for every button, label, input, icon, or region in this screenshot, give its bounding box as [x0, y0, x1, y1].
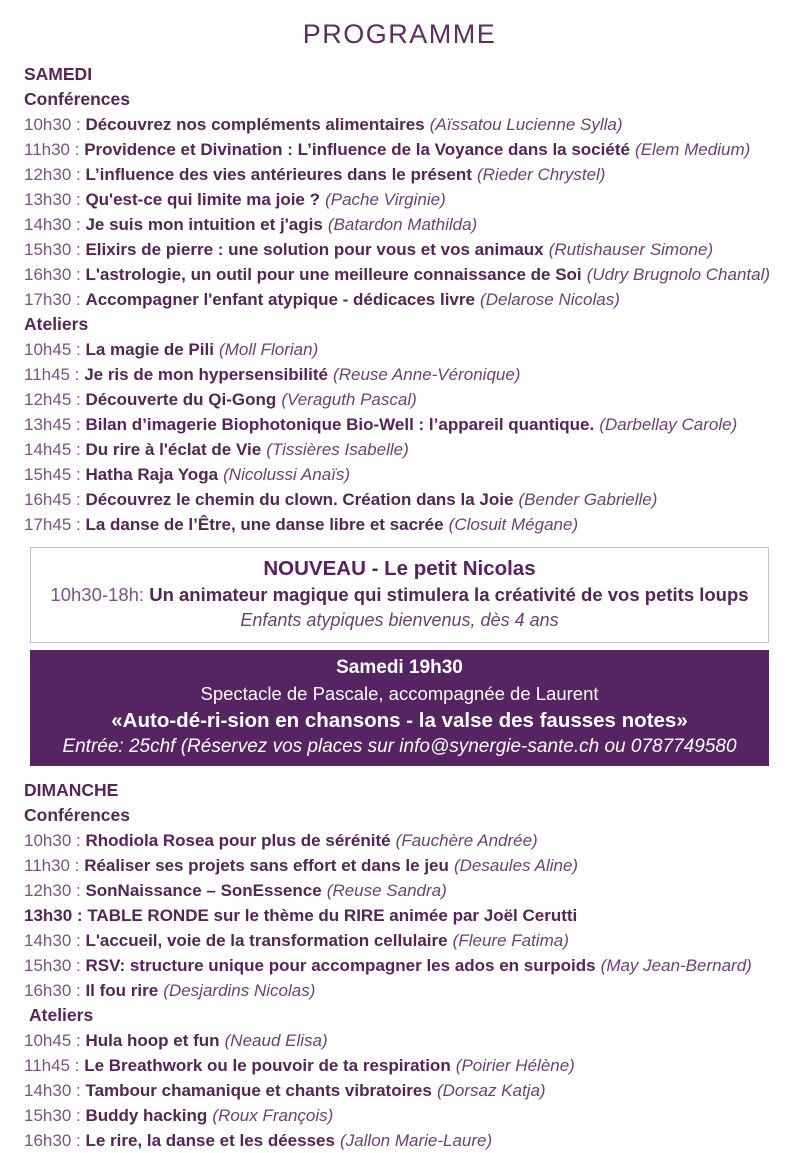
- time-separator: :: [71, 390, 86, 409]
- event-title: Buddy hacking: [85, 1106, 208, 1125]
- schedule-item: [24, 237, 775, 262]
- event-time: 16h30: [24, 265, 72, 284]
- nouveau-note: Enfants atypiques bienvenus, dès 4 ans: [240, 610, 559, 630]
- show-banner: [30, 650, 769, 766]
- event-speaker: (Desaules Aline): [453, 856, 579, 875]
- event-title: L'accueil, voie de la transformation cellulaire: [85, 931, 448, 950]
- time-separator: :: [71, 490, 86, 509]
- time-separator: :: [71, 340, 86, 359]
- event-time: 14h30: [24, 931, 72, 950]
- event-speaker: (Poirier Hélène): [455, 1056, 575, 1075]
- sunday-conferences-list: [24, 828, 775, 1003]
- event-title: Bilan d’imagerie Biophotonique Bio-Well : l’appareil quantique.: [85, 415, 595, 434]
- event-title: Elixirs de pierre : une solution pour vous et vos animaux: [85, 240, 544, 259]
- event-time: 12h30: [24, 165, 72, 184]
- time-separator: :: [71, 465, 86, 484]
- event-title: Découvrez le chemin du clown. Création dans la Joie: [85, 490, 514, 509]
- schedule-item: [24, 978, 775, 1003]
- event-title: RSV: structure unique pour accompagner les ados en surpoids: [85, 956, 596, 975]
- event-title: Il fou rire: [85, 981, 159, 1000]
- event-time: 11h30: [24, 140, 71, 159]
- event-time: 13h30: [24, 190, 72, 209]
- event-speaker: (Reuse Sandra): [326, 881, 447, 900]
- time-separator: :: [71, 1031, 86, 1050]
- group-label-saturday-ateliers: Ateliers: [24, 314, 89, 334]
- schedule-item: [24, 137, 775, 162]
- show-ticket-info: Entrée: 25chf (Réservez vos places sur info@synergie-sante.ch ou 0787749580: [62, 736, 737, 757]
- event-time: 15h45: [24, 465, 72, 484]
- event-time: 10h30: [24, 115, 72, 134]
- event-time: 14h45: [24, 440, 72, 459]
- event-time: 15h30: [24, 1106, 72, 1125]
- schedule-item: [24, 162, 775, 187]
- event-title: Qu'est-ce qui limite ma joie ?: [85, 190, 320, 209]
- schedule-item: [24, 387, 775, 412]
- schedule-item: [24, 903, 775, 928]
- event-speaker: (Dorsaz Katja): [436, 1081, 546, 1100]
- schedule-item: [24, 853, 775, 878]
- event-speaker: (Veraguth Pascal): [281, 390, 417, 409]
- time-separator: :: [71, 1106, 86, 1125]
- event-speaker: (Jallon Marie-Laure): [340, 1131, 493, 1150]
- schedule-item: [24, 1078, 775, 1103]
- event-time: 16h30: [24, 1131, 72, 1150]
- event-speaker: (Fleure Fatima): [452, 931, 569, 950]
- event-speaker: (Nicolussi Anaïs): [223, 465, 351, 484]
- event-speaker: (Reuse Anne-Véronique): [333, 365, 521, 384]
- time-separator: :: [71, 290, 86, 309]
- schedule-item: [24, 1128, 775, 1153]
- schedule-item: [24, 928, 775, 953]
- event-title: Je ris de mon hypersensibilité: [84, 365, 328, 384]
- event-speaker: (Desjardins Nicolas): [163, 981, 316, 1000]
- nouveau-title: NOUVEAU - Le petit Nicolas: [263, 557, 536, 580]
- event-speaker: (Bender Gabrielle): [518, 490, 658, 509]
- event-title: Du rire à l'éclat de Vie: [85, 440, 262, 459]
- day-header-sunday: DIMANCHE: [24, 780, 119, 800]
- event-title: La magie de Pili: [85, 340, 214, 359]
- event-title: SonNaissance – SonEssence: [85, 881, 322, 900]
- saturday-ateliers-list: [24, 337, 775, 537]
- event-time: 11h45: [24, 1056, 71, 1075]
- event-time: 10h45: [24, 340, 72, 359]
- event-speaker: (Batardon Mathilda): [327, 215, 478, 234]
- event-speaker: (Closuit Mégane): [448, 515, 579, 534]
- time-separator: :: [71, 165, 86, 184]
- time-separator: :: [71, 931, 86, 950]
- schedule-item: [24, 953, 775, 978]
- event-speaker: (Delarose Nicolas): [480, 290, 620, 309]
- time-separator: :: [71, 515, 86, 534]
- show-title: «Auto-dé-ri-sion en chansons - la valse des fausses notes»: [111, 709, 688, 732]
- event-title: Le Breathwork ou le pouvoir de ta respiration: [84, 1056, 451, 1075]
- event-speaker: (Neaud Elisa): [224, 1031, 328, 1050]
- event-time: 15h30: [24, 240, 72, 259]
- time-separator: :: [70, 856, 85, 875]
- day-section-sunday: [24, 778, 775, 1153]
- event-speaker: (Elem Medium): [635, 140, 751, 159]
- schedule-item: [24, 1053, 775, 1078]
- group-label-sunday-ateliers: Ateliers: [29, 1005, 94, 1025]
- time-separator: :: [72, 906, 88, 925]
- time-separator: :: [71, 215, 86, 234]
- event-speaker: (Rutishauser Simone): [548, 240, 714, 259]
- schedule-item: [24, 487, 775, 512]
- time-separator: :: [70, 140, 85, 159]
- schedule-item: [24, 212, 775, 237]
- event-speaker: (Roux François): [212, 1106, 334, 1125]
- event-time: 13h30: [24, 906, 73, 925]
- event-title: L'astrologie, un outil pour une meilleure connaissance de Soi: [85, 265, 582, 284]
- event-title: Le rire, la danse et les déesses: [85, 1131, 335, 1150]
- schedule-item: [24, 112, 775, 137]
- event-title: Je suis mon intuition et j'agis: [85, 215, 323, 234]
- event-title: Découvrez nos compléments alimentaires: [85, 115, 425, 134]
- schedule-item: [24, 512, 775, 537]
- event-title: Hula hoop et fun: [85, 1031, 220, 1050]
- event-speaker: (Aïssatou Lucienne Sylla): [429, 115, 623, 134]
- event-title: L’influence des vies antérieures dans le présent: [85, 165, 472, 184]
- schedule-item: [24, 1028, 775, 1053]
- schedule-item: [24, 287, 775, 312]
- time-separator: :: [71, 415, 86, 434]
- day-section-saturday: [24, 62, 775, 537]
- event-speaker: (Moll Florian): [219, 340, 319, 359]
- event-time: 10h30: [24, 831, 72, 850]
- nouveau-text: Un animateur magique qui stimulera la créativité de vos petits loups: [149, 584, 749, 605]
- time-separator: :: [71, 115, 86, 134]
- event-speaker: (Fauchère Andrée): [395, 831, 538, 850]
- event-time: 15h30: [24, 956, 72, 975]
- schedule-item: [24, 828, 775, 853]
- schedule-item: [24, 362, 775, 387]
- group-label-saturday-conferences: Conférences: [24, 89, 131, 109]
- event-time: 14h30: [24, 1081, 72, 1100]
- time-separator: :: [71, 1081, 86, 1100]
- event-speaker: (Udry Brugnolo Chantal): [586, 265, 771, 284]
- day-header-saturday: SAMEDI: [24, 64, 93, 84]
- event-title: Rhodiola Rosea pour plus de sérénité: [85, 831, 391, 850]
- page-title: PROGRAMME: [302, 19, 497, 49]
- event-title: Tambour chamanique et chants vibratoires: [85, 1081, 432, 1100]
- time-separator: :: [71, 240, 86, 259]
- schedule-item: [24, 437, 775, 462]
- event-time: 14h30: [24, 215, 72, 234]
- time-separator: :: [71, 831, 86, 850]
- event-speaker: (Darbellay Carole): [599, 415, 738, 434]
- nouveau-description: [41, 582, 758, 608]
- time-separator: :: [70, 365, 85, 384]
- schedule-item: [24, 462, 775, 487]
- event-title: Accompagner l'enfant atypique - dédicaces livre: [85, 290, 475, 309]
- event-title: Providence et Divination : L’influence de la Voyance dans la société: [84, 140, 630, 159]
- event-title: TABLE RONDE sur le thème du RIRE animée par Joël Cerutti: [87, 906, 578, 925]
- nouveau-banner: [30, 547, 769, 643]
- event-title: Hatha Raja Yoga: [85, 465, 219, 484]
- show-description: Spectacle de Pascale, accompagnée de Laurent: [200, 683, 599, 704]
- nouveau-time: 10h30-18h:: [50, 584, 145, 605]
- group-label-sunday-conferences: Conférences: [24, 805, 131, 825]
- schedule-item: [24, 1103, 775, 1128]
- event-time: 11h45: [24, 365, 71, 384]
- time-separator: :: [70, 1056, 85, 1075]
- event-speaker: (Rieder Chrystel): [476, 165, 606, 184]
- time-separator: :: [71, 881, 86, 900]
- time-separator: :: [71, 265, 86, 284]
- event-time: 13h45: [24, 415, 72, 434]
- event-time: 16h30: [24, 981, 72, 1000]
- event-time: 17h30: [24, 290, 72, 309]
- event-time: 11h30: [24, 856, 71, 875]
- event-time: 17h45: [24, 515, 72, 534]
- schedule-item: [24, 187, 775, 212]
- schedule-item: [24, 412, 775, 437]
- event-speaker: (May Jean-Bernard): [600, 956, 752, 975]
- event-title: Réaliser ses projets sans effort et dans le jeu: [84, 856, 449, 875]
- event-time: 10h45: [24, 1031, 72, 1050]
- time-separator: :: [71, 190, 86, 209]
- time-separator: :: [71, 956, 86, 975]
- time-separator: :: [71, 1131, 86, 1150]
- schedule-item: [24, 337, 775, 362]
- event-time: 16h45: [24, 490, 72, 509]
- schedule-item: [24, 262, 775, 287]
- schedule-item: [24, 878, 775, 903]
- event-speaker: (Tissières Isabelle): [266, 440, 409, 459]
- event-title: La danse de l’Être, une danse libre et sacrée: [85, 515, 444, 534]
- event-title: Découverte du Qi-Gong: [85, 390, 277, 409]
- show-date: Samedi 19h30: [336, 657, 463, 678]
- time-separator: :: [71, 981, 86, 1000]
- event-time: 12h45: [24, 390, 72, 409]
- sunday-ateliers-list: [24, 1028, 775, 1153]
- event-speaker: (Pache Virginie): [325, 190, 446, 209]
- time-separator: :: [71, 440, 86, 459]
- event-time: 12h30: [24, 881, 72, 900]
- saturday-conferences-list: [24, 112, 775, 312]
